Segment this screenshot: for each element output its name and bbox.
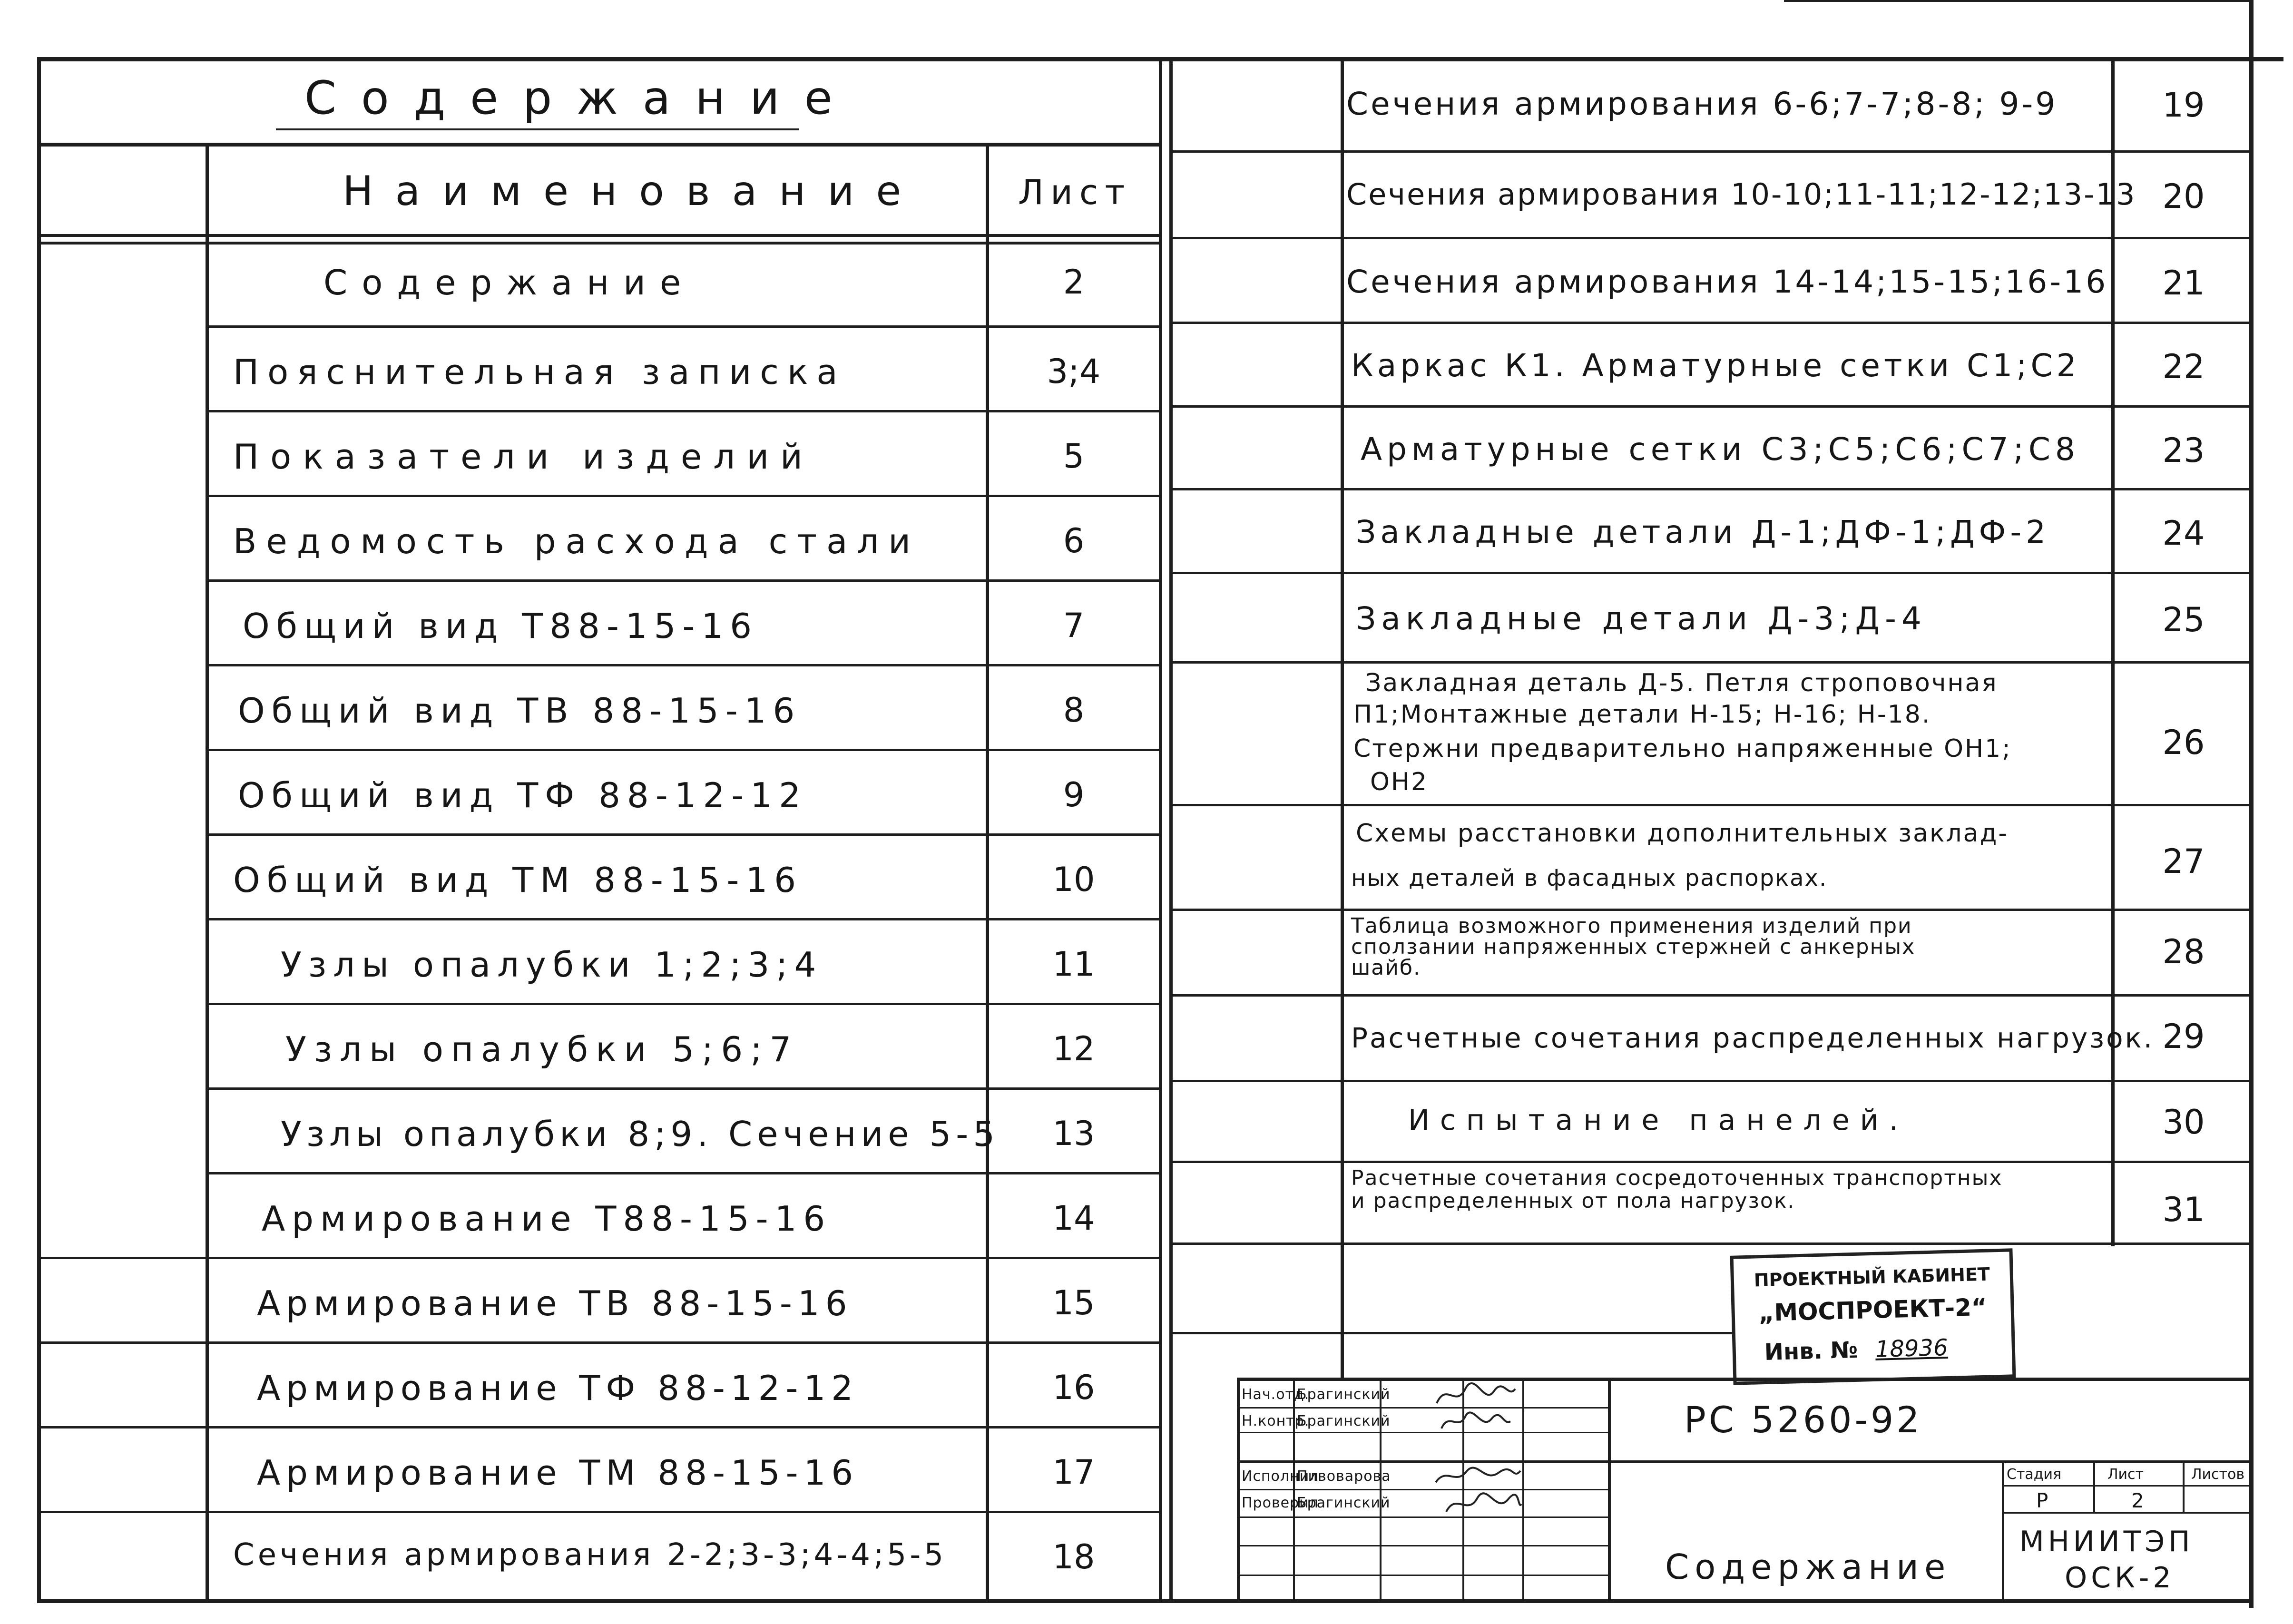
tb-v bbox=[2002, 1460, 2004, 1603]
left-row-line bbox=[206, 833, 1162, 836]
row-sheet: 3;4 bbox=[1047, 352, 1101, 391]
row-sheet: 27 bbox=[2162, 842, 2205, 881]
row-sheet: 19 bbox=[2162, 86, 2205, 125]
right-row-line bbox=[1171, 237, 2251, 239]
row-name: Армирование ТМ 88-15-16 bbox=[257, 1453, 859, 1493]
stamp-inv-label: Инв. № bbox=[1764, 1336, 1858, 1366]
row-sheet: 8 bbox=[1063, 691, 1085, 730]
tb-h bbox=[1237, 1545, 1608, 1546]
row-name: Испытание панелей. bbox=[1408, 1104, 1909, 1137]
tb-h bbox=[1237, 1432, 1608, 1433]
tb-v bbox=[1522, 1378, 1524, 1603]
row-name-line: Закладная деталь Д-5. Петля строповочная bbox=[1365, 669, 1998, 697]
tb-sheet: 2 bbox=[2131, 1489, 2144, 1512]
row-name-line: ОН2 bbox=[1370, 768, 1429, 796]
tb-name: Пивоварова bbox=[1297, 1468, 1391, 1485]
signature-4 bbox=[1441, 1488, 1522, 1521]
row-name: Узлы опалубки 5;6;7 bbox=[285, 1029, 799, 1069]
row-name-line: шайб. bbox=[1351, 956, 1421, 980]
tb-v bbox=[1293, 1378, 1295, 1603]
row-name: Содержание bbox=[323, 263, 696, 303]
row-name-line: Таблица возможного применения изделий при bbox=[1351, 914, 1912, 938]
tb-v bbox=[2093, 1460, 2095, 1514]
row-sheet: 30 bbox=[2162, 1103, 2205, 1142]
tb-h bbox=[1237, 1460, 2250, 1463]
row-sheet: 24 bbox=[2162, 514, 2205, 553]
row-sheet: 7 bbox=[1063, 606, 1085, 645]
tb-stage: Р bbox=[2036, 1489, 2048, 1512]
row-name: Показатели изделий bbox=[233, 437, 814, 477]
row-name-line: Схемы расстановки дополнительных заклад- bbox=[1356, 819, 2009, 848]
archive-stamp bbox=[1730, 1248, 2016, 1385]
stamp-inv-number: 18936 bbox=[1875, 1334, 1949, 1363]
tb-left bbox=[1237, 1378, 1240, 1603]
row-sheet: 16 bbox=[1052, 1368, 1095, 1407]
tb-code: РС 5260-92 bbox=[1684, 1399, 1922, 1441]
frame-top-extension bbox=[1784, 0, 2250, 2]
tb-top bbox=[1237, 1378, 2251, 1381]
tb-h bbox=[1237, 1407, 1608, 1409]
tb-h bbox=[1237, 1516, 1608, 1518]
tb-doc-title: Содержание bbox=[1665, 1547, 1951, 1587]
left-row-line bbox=[206, 495, 1162, 497]
left-row-line bbox=[206, 1172, 1162, 1174]
right-row-line bbox=[1171, 322, 2251, 324]
tb-stage-header: Стадия bbox=[2007, 1466, 2062, 1483]
tb-h bbox=[2002, 1485, 2251, 1487]
right-row-line bbox=[1171, 1161, 2251, 1163]
row-sheet: 13 bbox=[1052, 1114, 1095, 1153]
left-row-line bbox=[206, 410, 1162, 412]
row-sheet: 15 bbox=[1052, 1283, 1095, 1322]
row-name: Сечения армирования 6-6;7-7;8-8; 9-9 bbox=[1346, 86, 2058, 122]
right-row-line bbox=[1171, 150, 2251, 153]
tb-role: Исполнил bbox=[1242, 1468, 1319, 1485]
tb-h bbox=[1237, 1489, 1608, 1490]
signature-3 bbox=[1432, 1463, 1522, 1490]
row-name: Общий вид Т88-15-16 bbox=[243, 606, 759, 646]
left-row-line bbox=[206, 1003, 1162, 1005]
row-name-line: Расчетные сочетания сосредоточенных транспортных bbox=[1351, 1166, 2003, 1190]
right-row-line bbox=[1171, 909, 2251, 911]
row-name-line: сползании напряженных стержней с анкерных bbox=[1351, 935, 1916, 959]
row-sheet: 28 bbox=[2162, 932, 2205, 971]
right-row-line bbox=[1171, 572, 2251, 574]
right-row-line bbox=[1171, 994, 2251, 997]
tb-org-line2: ОСК-2 bbox=[2065, 1561, 2175, 1595]
tb-v bbox=[2183, 1460, 2185, 1514]
signature-2 bbox=[1437, 1407, 1513, 1436]
right-col-name-border bbox=[1341, 57, 1344, 1379]
tb-name: Брагинский bbox=[1297, 1495, 1391, 1511]
row-name-line: П1;Монтажные детали Н-15; Н-16; Н-18. bbox=[1353, 700, 1931, 729]
tb-sheets-header: Листов bbox=[2191, 1466, 2245, 1483]
tb-name: Брагинский bbox=[1297, 1413, 1391, 1429]
left-row-line bbox=[206, 579, 1162, 582]
right-row-line bbox=[1171, 488, 2251, 490]
row-sheet: 2 bbox=[1063, 263, 1085, 302]
row-sheet: 26 bbox=[2162, 723, 2205, 762]
row-sheet: 10 bbox=[1052, 860, 1095, 899]
row-name: Общий вид ТВ 88-15-16 bbox=[238, 691, 802, 731]
page-title: Содержание bbox=[304, 71, 857, 125]
row-name: Ведомость расхода стали bbox=[233, 521, 921, 561]
row-sheet: 5 bbox=[1063, 437, 1085, 476]
row-sheet: 18 bbox=[1052, 1537, 1095, 1576]
stamp-inv bbox=[1764, 1332, 2040, 1366]
right-col-sheet-border bbox=[2111, 57, 2115, 1246]
column-header-sheet: Лист bbox=[1018, 172, 1132, 212]
row-name-line: Стержни предварительно напряженные ОН1; bbox=[1353, 734, 2012, 763]
left-header-bottom-b bbox=[39, 242, 1162, 245]
tb-v bbox=[1608, 1378, 1611, 1603]
left-row-line bbox=[206, 749, 1162, 751]
row-name: Общий вид ТФ 88-12-12 bbox=[238, 775, 807, 815]
row-name: Сечения армирования 14-14;15-15;16-16 bbox=[1346, 264, 2108, 300]
row-sheet: 21 bbox=[2162, 264, 2205, 303]
left-row-line bbox=[206, 664, 1162, 666]
stamp-line1: ПРОЕКТНЫЙ КАБИНЕТ bbox=[1754, 1263, 1990, 1291]
row-name-line: ных деталей в фасадных распорках. bbox=[1351, 865, 1828, 891]
row-name: Армирование Т88-15-16 bbox=[262, 1199, 832, 1239]
frame-bottom bbox=[39, 1599, 2251, 1603]
tb-role: Н.контр. bbox=[1242, 1413, 1310, 1429]
frame-left bbox=[37, 57, 41, 1603]
right-row-line bbox=[1171, 405, 2251, 408]
right-row-line bbox=[1171, 1080, 2251, 1082]
left-col-name-border bbox=[206, 143, 209, 1603]
left-row-line bbox=[39, 1257, 1162, 1259]
left-row-line bbox=[206, 1087, 1162, 1090]
row-sheet: 14 bbox=[1052, 1199, 1095, 1238]
stamp-line2: „МОСПРОЕКТ-2“ bbox=[1758, 1293, 1988, 1327]
row-name: Узлы опалубки 8;9. Сечение 5-5 bbox=[281, 1114, 1000, 1154]
tb-role: Нач.отд. bbox=[1242, 1386, 1310, 1403]
row-name: Закладные детали Д-3;Д-4 bbox=[1356, 600, 1927, 637]
row-sheet: 29 bbox=[2162, 1017, 2205, 1056]
left-row-line bbox=[206, 325, 1162, 328]
row-name: Арматурные сетки С3;С5;С6;С7;С8 bbox=[1361, 431, 2080, 468]
row-name: Закладные детали Д-1;ДФ-1;ДФ-2 bbox=[1356, 514, 2050, 550]
left-header-bottom-a bbox=[39, 234, 1162, 237]
row-name-line: и распределенных от пола нагрузок. bbox=[1351, 1189, 1795, 1213]
row-name: Армирование ТВ 88-15-16 bbox=[257, 1283, 853, 1323]
right-row-line bbox=[1171, 1332, 1742, 1334]
row-name: Общий вид ТМ 88-15-16 bbox=[233, 860, 803, 900]
row-sheet: 25 bbox=[2162, 600, 2205, 639]
right-row-line bbox=[1171, 661, 2251, 664]
tb-v bbox=[1380, 1378, 1382, 1603]
row-sheet: 17 bbox=[1052, 1453, 1095, 1492]
tb-name: Брагинский bbox=[1297, 1386, 1391, 1403]
row-sheet: 20 bbox=[2162, 177, 2205, 216]
right-row-line bbox=[1171, 804, 2251, 806]
left-title-bottom bbox=[39, 143, 1162, 147]
left-row-line bbox=[39, 1426, 1162, 1428]
tb-role: Проверил bbox=[1242, 1495, 1319, 1511]
row-sheet: 6 bbox=[1063, 521, 1085, 560]
row-sheet: 23 bbox=[2162, 431, 2205, 470]
tb-org-line1: МНИИТЭП bbox=[2019, 1525, 2194, 1558]
row-sheet: 31 bbox=[2162, 1190, 2205, 1229]
tb-h bbox=[1237, 1575, 1608, 1576]
center-divider-a bbox=[1159, 57, 1162, 1603]
row-sheet: 9 bbox=[1063, 775, 1085, 814]
right-row-line bbox=[1171, 1242, 2251, 1245]
row-name: Узлы опалубки 1;2;3;4 bbox=[281, 945, 823, 985]
tb-sheet-header: Лист bbox=[2107, 1466, 2144, 1483]
left-row-line bbox=[206, 918, 1162, 920]
left-row-line bbox=[39, 1511, 1162, 1513]
row-name: Расчетные сочетания распределенных нагрузок. bbox=[1351, 1022, 2155, 1054]
left-row-line bbox=[39, 1341, 1162, 1344]
title-underline bbox=[276, 128, 799, 130]
row-name: Сечения армирования 10-10;11-11;12-12;13-13 bbox=[1346, 177, 2136, 212]
row-sheet: 12 bbox=[1052, 1029, 1095, 1068]
left-col-sheet-border bbox=[986, 143, 989, 1603]
row-sheet: 22 bbox=[2162, 347, 2205, 386]
row-name: Сечения армирования 2-2;3-3;4-4;5-5 bbox=[233, 1537, 947, 1573]
column-header-name: Наименование bbox=[343, 167, 923, 215]
row-name: Армирование ТФ 88-12-12 bbox=[257, 1368, 859, 1408]
center-divider-b bbox=[1169, 57, 1173, 1603]
row-name: Пояснительная записка bbox=[233, 352, 846, 392]
row-sheet: 11 bbox=[1052, 945, 1095, 984]
row-name: Каркас К1. Арматурные сетки С1;С2 bbox=[1351, 347, 2080, 384]
